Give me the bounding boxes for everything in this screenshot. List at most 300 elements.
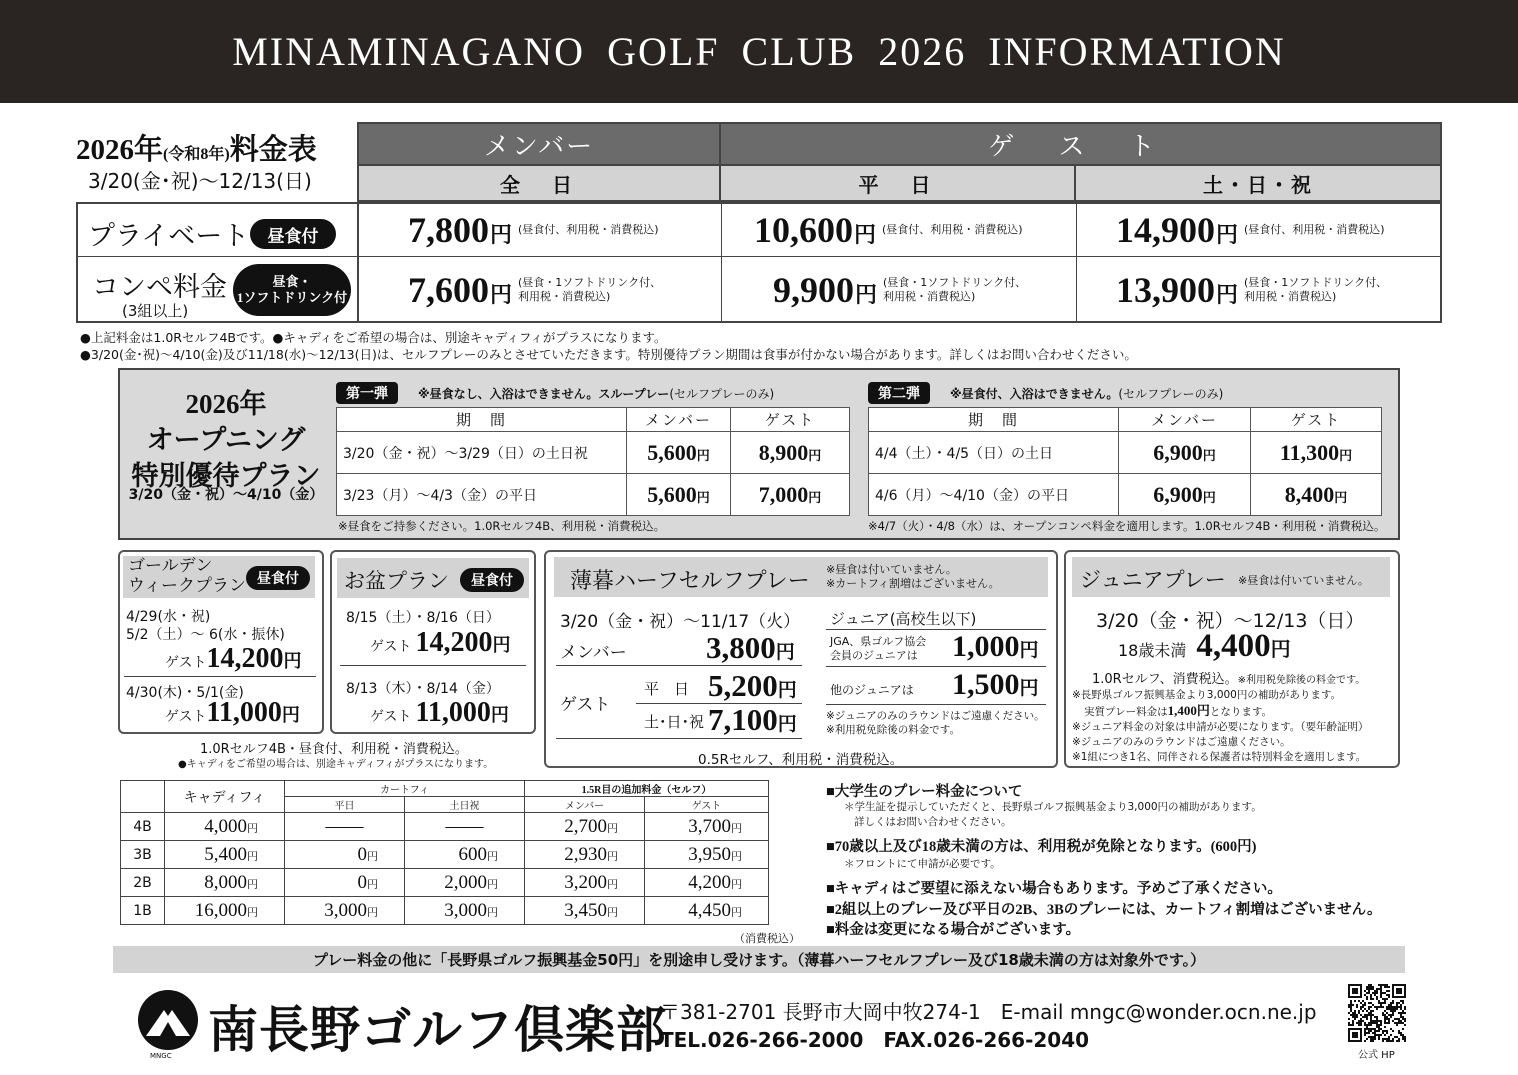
- junior-note1: ※ジュニアのみのラウンドはご遠慮ください。: [826, 710, 1045, 722]
- fund-banner: プレー料金の他に「長野県ゴルフ振興基金50円」を別途申し受けます。（薄暮ハーフセルフプレー及び18歳未満の方は対象外です。）: [113, 946, 1405, 973]
- qr-module: [1366, 1018, 1368, 1020]
- qr-module: [1372, 1038, 1374, 1040]
- qr-module: [1360, 1020, 1362, 1022]
- header-bar: [0, 0, 1518, 103]
- qr-module: [1404, 1036, 1406, 1038]
- qr-module: [1398, 1012, 1400, 1014]
- qr-module: [1368, 1036, 1370, 1038]
- qr-module: [1370, 1030, 1372, 1032]
- gw-title-line2: ウィークプラン: [128, 576, 246, 596]
- qr-module: [1354, 1016, 1356, 1018]
- yen-unit: 円: [247, 906, 258, 919]
- qr-module: [1364, 1002, 1366, 1004]
- qr-module: [1374, 1036, 1376, 1038]
- qr-module: [1368, 1002, 1370, 1004]
- qr-module: [1382, 1032, 1384, 1034]
- price-value: 3,000: [444, 899, 487, 921]
- qr-module: [1370, 994, 1372, 996]
- header-weekday: 平 日: [721, 166, 1076, 202]
- guest-label: ゲスト: [165, 655, 207, 671]
- qr-module: [1364, 1028, 1366, 1030]
- qr-module: [1356, 1014, 1358, 1016]
- qr-module: [1358, 1000, 1360, 1002]
- qr-module: [1404, 1018, 1406, 1020]
- guest-cell: [731, 474, 850, 516]
- qr-module: [1382, 1012, 1384, 1014]
- guest-cell: [1251, 432, 1382, 474]
- qr-module: [1370, 1012, 1372, 1014]
- qr-module: [1386, 1018, 1388, 1020]
- qr-module: [1378, 1030, 1380, 1032]
- qr-module: [1370, 1040, 1372, 1042]
- qr-module: [1382, 998, 1384, 1000]
- yen-unit: 円: [487, 878, 498, 891]
- qr-module: [1368, 984, 1370, 986]
- twilight-notes: [826, 563, 1000, 591]
- qr-module: [1378, 1002, 1380, 1004]
- gw-date3: 4/30(木)・5/1(金): [126, 685, 244, 701]
- qr-module: [1396, 1024, 1398, 1026]
- title-tail: 料金表: [229, 134, 317, 166]
- twilight-period: 3/20（金・祝）～11/17（火）: [560, 612, 801, 632]
- price-value: 3,950: [688, 843, 731, 865]
- qr-module: [1380, 986, 1382, 988]
- qr-module: [1396, 1040, 1398, 1042]
- phase1-desc: [418, 385, 774, 402]
- twilight-member-price: [706, 630, 795, 666]
- qr-module: [1398, 1002, 1400, 1004]
- price-note: (昼食・1ソフトドリンク付、 利用税・消費税込): [1244, 276, 1388, 303]
- club-name-logo: 南長野ゴルフ倶楽部: [208, 1001, 667, 1059]
- qr-module: [1388, 994, 1390, 996]
- qr-module: [1398, 1030, 1400, 1032]
- qr-module: [1404, 1020, 1406, 1022]
- qr-module: [1378, 1028, 1380, 1030]
- qr-module: [1388, 1008, 1390, 1010]
- gw-date2: 5/2（土）～ 6(水・振休): [126, 627, 285, 643]
- cart_wd-cell: [285, 869, 405, 897]
- qr-module: [1398, 1018, 1400, 1020]
- qr-module: [1370, 988, 1372, 990]
- opening-title-main: オープニング: [146, 425, 306, 455]
- qr-module: [1404, 1006, 1406, 1008]
- divider: [826, 666, 1046, 667]
- yen-unit: 円: [607, 878, 618, 891]
- qr-module: [1386, 986, 1388, 988]
- twilight-we-label: 土･日･祝: [644, 713, 705, 731]
- member-cell: [525, 841, 645, 869]
- qr-module: [1384, 1000, 1386, 1002]
- note-student-sub2: 詳しくはお問い合わせください。: [854, 816, 1012, 828]
- qr-module: [1354, 1012, 1356, 1014]
- member-cell: [525, 813, 645, 841]
- qr-module: [1386, 1040, 1388, 1042]
- period-cell: 4/4（土）・4/5（日）の土日: [869, 432, 1119, 474]
- qr-module: [1404, 1038, 1406, 1040]
- qr-module: [1394, 1008, 1396, 1010]
- yen-unit: 円: [492, 635, 511, 655]
- cart_wd-cell: [285, 897, 405, 925]
- qr-module: [1364, 1004, 1366, 1006]
- yen-unit: 円: [808, 447, 822, 463]
- th-blank: [121, 781, 165, 813]
- member-cell: [627, 432, 731, 474]
- qr-module: [1392, 1010, 1394, 1012]
- qr-module: [1374, 1034, 1376, 1036]
- qr-module: [1378, 1026, 1380, 1028]
- member-cell: [1119, 432, 1251, 474]
- qr-module: [1390, 1004, 1392, 1006]
- club-address: 〒381-2701 長野市大岡中牧274-1 E-mail mngc@wonder.ocn.ne.jp: [660, 1000, 1317, 1024]
- qr-module: [1386, 1038, 1388, 1040]
- qr-module: [1390, 1010, 1392, 1012]
- cart_wd-cell: [285, 841, 405, 869]
- qr-module: [1390, 1014, 1392, 1016]
- th-caddie: キャディフィ: [165, 781, 285, 813]
- qr-module: [1378, 1038, 1380, 1040]
- qr-module: [1370, 996, 1372, 998]
- yen-unit: 円: [1270, 639, 1291, 661]
- qr-module: [1386, 1008, 1388, 1010]
- junior-age: 18歳未満: [1118, 641, 1187, 660]
- qr-module: [1348, 1022, 1350, 1024]
- opening-period: 3/20（金・祝）～4/10（金）: [128, 487, 324, 503]
- yen-unit: 円: [607, 850, 618, 863]
- qr-module: [1380, 1022, 1382, 1024]
- qr-module: [1376, 1016, 1378, 1018]
- qr-module: [1390, 1002, 1392, 1004]
- junior-note1: ※長野県ゴルフ振興基金より3,000円の補助があります。: [1072, 689, 1342, 701]
- caddie-cell: [165, 813, 285, 841]
- qr-module: [1384, 1002, 1386, 1004]
- qr-module: [1368, 1032, 1370, 1034]
- yen-unit: 円: [731, 822, 742, 835]
- yen-unit: 円: [367, 850, 378, 863]
- compe-member-price: [408, 262, 661, 318]
- yen-unit: 円: [731, 878, 742, 891]
- qr-module: [1382, 1040, 1384, 1042]
- price-value: 14,900: [1116, 210, 1215, 250]
- qr-module: [1370, 1018, 1372, 1020]
- yen-unit: 円: [247, 822, 258, 835]
- phase1-table: [336, 407, 850, 516]
- price-value: 9,900: [773, 270, 854, 310]
- qr-module: [1368, 1012, 1370, 1014]
- th-guest: ゲスト: [645, 797, 769, 813]
- qr-module: [1388, 990, 1390, 992]
- qr-module: [1376, 1034, 1378, 1036]
- table-row: [121, 869, 769, 897]
- th-guest: ゲスト: [1251, 408, 1382, 432]
- qr-module: [1370, 998, 1372, 1000]
- qr-module: [1356, 1022, 1358, 1024]
- row-compe-label: コンペ料金: [92, 272, 227, 303]
- qr-module: [1370, 1010, 1372, 1012]
- qr-module: [1388, 986, 1390, 988]
- col-divider: [1076, 202, 1077, 323]
- qr-module: [1374, 992, 1376, 994]
- qr-module: [1382, 1038, 1384, 1040]
- qr-module: [1388, 1020, 1390, 1022]
- price-value: 3,450: [564, 899, 607, 921]
- th-guest: ゲスト: [731, 408, 850, 432]
- qr-module: [1368, 988, 1370, 990]
- divider: [124, 676, 316, 677]
- qr-module: [1384, 1026, 1386, 1028]
- th-period: 期 間: [337, 408, 627, 432]
- qr-module: [1384, 1034, 1386, 1036]
- b-cell: 1B: [121, 897, 165, 925]
- junior-line1-small: ※利用税免除後の料金です。: [1237, 675, 1366, 686]
- title-era: (令和8年): [163, 146, 230, 163]
- phase1-desc-main: ※昼食なし、入浴はできません。スループレー: [418, 387, 670, 401]
- price-value: 2,930: [564, 843, 607, 865]
- qr-module: [1362, 1016, 1364, 1018]
- qr-module: [1368, 1024, 1370, 1026]
- qr-module: [1374, 1028, 1376, 1030]
- qr-module: [1398, 1020, 1400, 1022]
- twilight-note2: ※カートフィ割増はございません。: [826, 577, 1000, 590]
- qr-module: [1376, 1006, 1378, 1008]
- th-member: メンバー: [1119, 408, 1251, 432]
- qr-module: [1366, 1028, 1368, 1030]
- fee-table: [120, 780, 769, 925]
- yen-unit: 円: [1202, 489, 1216, 505]
- caddie-cell: [165, 869, 285, 897]
- b-cell: 2B: [121, 869, 165, 897]
- qr-module: [1400, 1032, 1402, 1034]
- qr-module: [1372, 1010, 1374, 1012]
- qr-module: [1368, 1014, 1370, 1016]
- qr-module: [1356, 1016, 1358, 1018]
- member-cell: [1119, 474, 1251, 516]
- price-note: (昼食付、利用税・消費税込): [518, 223, 659, 236]
- qr-module: [1376, 996, 1378, 998]
- yen-unit: 円: [1019, 640, 1039, 661]
- qr-module: [1370, 1002, 1372, 1004]
- qr-module: [1392, 1020, 1394, 1022]
- qr-module: [1366, 992, 1368, 994]
- price-value: 3,000: [324, 899, 367, 921]
- qr-module: [1352, 1020, 1354, 1022]
- qr-module: [1388, 1036, 1390, 1038]
- qr-module: [1392, 1000, 1394, 1002]
- qr-module: [1352, 1012, 1354, 1014]
- qr-module: [1398, 1022, 1400, 1024]
- qr-module: [1350, 1014, 1352, 1016]
- price-note: (昼食・1ソフトドリンク付、 利用税・消費税込): [518, 276, 662, 303]
- qr-module: [1390, 1006, 1392, 1008]
- price-value: 11,000: [415, 697, 491, 728]
- price-value: 7,100: [708, 702, 778, 737]
- qr-module: [1372, 1040, 1374, 1042]
- qr-module: [1356, 1004, 1358, 1006]
- price-value: 4,400: [1196, 628, 1271, 664]
- qr-module: [1368, 990, 1370, 992]
- qr-module: [1352, 1022, 1354, 1024]
- th-cart-weekend: 土日祝: [405, 797, 525, 813]
- fee-tax-note: （消費税込）: [734, 932, 800, 945]
- price-value: 14,200: [206, 643, 284, 674]
- qr-module: [1350, 1000, 1352, 1002]
- opening-title: [126, 386, 326, 494]
- qr-module: [1396, 1006, 1398, 1008]
- qr-module: [1390, 1016, 1392, 1018]
- qr-module: [1368, 992, 1370, 994]
- qr-code-icon[interactable]: [1348, 984, 1406, 1042]
- junior-notes: [1072, 688, 1369, 765]
- col-divider: [357, 202, 359, 323]
- qr-module: [1350, 1002, 1352, 1004]
- qr-module: [1378, 1034, 1380, 1036]
- price-value: ――: [445, 815, 484, 837]
- junior-sub-title: ジュニア(高校生以下): [830, 610, 977, 628]
- qr-module: [1386, 984, 1388, 986]
- header-guest: ゲ ス ト: [721, 122, 1442, 166]
- yen-unit: 円: [247, 850, 258, 863]
- qr-module: [1388, 1004, 1390, 1006]
- qr-module: [1396, 1002, 1398, 1004]
- qr-module: [1386, 1012, 1388, 1014]
- period-cell: 3/23（月）～4/3（金）の平日: [337, 474, 627, 516]
- junior-note4: ※ジュニアのみのラウンドはご遠慮ください。: [1072, 736, 1291, 748]
- qr-module: [1376, 1008, 1378, 1010]
- note-caddie: ■キャディはご要望に添えない場合もあります。予めご了承ください。: [826, 881, 1282, 897]
- qr-module: [1362, 1006, 1364, 1008]
- qr-module: [1384, 998, 1386, 1000]
- qr-module: [1376, 992, 1378, 994]
- qr-module: [1402, 1012, 1404, 1014]
- note-tax-exempt: ■70歳以上及び18歳未満の方は、利用税が免除となります。(600円): [826, 839, 1257, 855]
- yen-unit: 円: [1216, 281, 1239, 307]
- qr-module: [1366, 1026, 1368, 1028]
- qr-module: [1384, 992, 1386, 994]
- club-tel-fax: TEL.026-266-2000 FAX.026-266-2040: [660, 1028, 1090, 1052]
- price-value: 3,800: [706, 630, 776, 665]
- qr-module: [1368, 1008, 1370, 1010]
- price-value: 600: [458, 843, 487, 865]
- qr-module: [1358, 1020, 1360, 1022]
- qr-module: [1350, 1010, 1352, 1012]
- yen-unit: 円: [247, 878, 258, 891]
- header-weekend: 土・日・祝: [1076, 166, 1442, 202]
- price-value: 6,900: [1153, 439, 1203, 465]
- table-row: [121, 841, 769, 869]
- qr-module: [1378, 1006, 1380, 1008]
- qr-module: [1386, 1032, 1388, 1034]
- qr-module: [1374, 1020, 1376, 1022]
- qr-module: [1364, 1032, 1366, 1034]
- guest-cell: [645, 869, 769, 897]
- divider: [826, 704, 1046, 705]
- qr-module: [1374, 1006, 1376, 1008]
- phase1-tag: 第一弾: [336, 382, 398, 404]
- qr-module: [1392, 1012, 1394, 1014]
- qr-module: [1402, 1018, 1404, 1020]
- junior-line1-main: 1.0Rセルフ、消費税込。: [1092, 672, 1238, 687]
- qr-module: [1378, 988, 1380, 990]
- qr-module: [1362, 1004, 1364, 1006]
- price-value: 5,200: [708, 668, 778, 703]
- page-title: MINAMINAGANO GOLF CLUB 2026 INFORMATION: [232, 29, 1286, 74]
- row-private-label: プライベート: [88, 221, 250, 252]
- private-member-price: [408, 207, 659, 253]
- qr-module: [1396, 1008, 1398, 1010]
- private-weekend-price: [1116, 207, 1385, 253]
- yen-unit: 円: [607, 822, 618, 835]
- qr-module: [1390, 1034, 1392, 1036]
- qr-module: [1376, 1030, 1378, 1032]
- yen-unit: 円: [367, 878, 378, 891]
- guest-cell: [731, 432, 850, 474]
- yen-unit: 円: [487, 850, 498, 863]
- gw-date1: 4/29(水・祝): [126, 609, 211, 625]
- qr-module: [1372, 1014, 1374, 1016]
- qr-module: [1378, 1020, 1380, 1022]
- qr-module: [1396, 1018, 1398, 1020]
- yen-unit: 円: [487, 906, 498, 919]
- qr-module: [1362, 1010, 1364, 1012]
- yen-unit: 円: [775, 642, 795, 663]
- price-table-title: [76, 127, 317, 168]
- plans-caddie-note: ●キャディをご希望の場合は、別途キャディフィがプラスになります。: [178, 759, 494, 770]
- qr-module: [1366, 998, 1368, 1000]
- qr-module: [1402, 1036, 1404, 1038]
- qr-module: [1400, 1034, 1402, 1036]
- qr-module: [1380, 984, 1382, 986]
- qr-module: [1370, 986, 1372, 988]
- qr-module: [1380, 1006, 1382, 1008]
- price-value: 0: [357, 843, 367, 865]
- qr-module: [1354, 1010, 1356, 1012]
- price-value: 7,600: [408, 270, 489, 310]
- price-value: 4,450: [688, 899, 731, 921]
- qr-module: [1382, 992, 1384, 994]
- qr-module: [1350, 1024, 1352, 1026]
- qr-module: [1380, 1004, 1382, 1006]
- member-cell: [627, 474, 731, 516]
- qr-module: [1364, 994, 1366, 996]
- qr-module: [1354, 1000, 1356, 1002]
- junior-note2a: 実質プレー料金は: [1084, 706, 1168, 718]
- qr-module: [1360, 1008, 1362, 1010]
- qr-module: [1400, 1016, 1402, 1018]
- qr-module: [1376, 1024, 1378, 1026]
- qr-module: [1366, 988, 1368, 990]
- qr-module: [1366, 1032, 1368, 1034]
- qr-module: [1396, 1004, 1398, 1006]
- qr-module: [1398, 1006, 1400, 1008]
- qr-module: [1398, 1040, 1400, 1042]
- qr-module: [1388, 1040, 1390, 1042]
- qr-module: [1396, 1022, 1398, 1024]
- twilight-note1: ※昼食は付いていません。: [826, 563, 957, 576]
- qr-finder: [1352, 1032, 1358, 1038]
- yen-unit: 円: [490, 705, 509, 725]
- qr-module: [1372, 988, 1374, 990]
- price-value: 14,200: [415, 627, 493, 658]
- price-note: (昼食付、利用税・消費税込): [1244, 223, 1385, 236]
- qr-module: [1350, 1006, 1352, 1008]
- lunch-badge: 昼食付: [250, 219, 336, 249]
- yen-unit: 円: [367, 906, 378, 919]
- qr-module: [1364, 1014, 1366, 1016]
- qr-module: [1368, 1022, 1370, 1024]
- qr-module: [1372, 1032, 1374, 1034]
- opening-title-sub: 特別優待プラン: [131, 461, 321, 491]
- qr-module: [1390, 1008, 1392, 1010]
- price-value: 4,000: [204, 815, 247, 837]
